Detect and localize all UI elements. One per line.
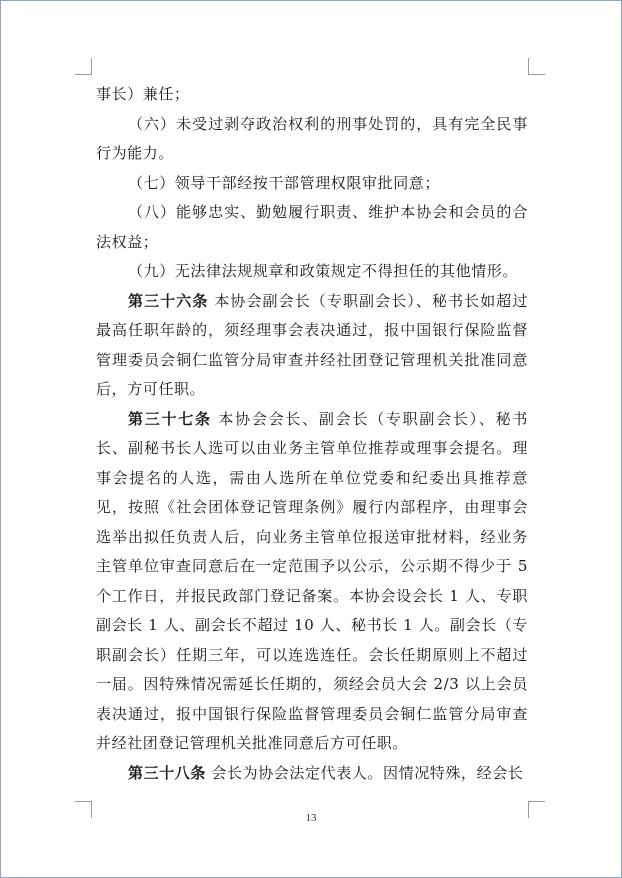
list-item-6 xyxy=(96,110,528,169)
page-number: 13 xyxy=(305,812,317,824)
paragraph-text: 事长）兼任； xyxy=(96,85,190,103)
article-text: 本协会副会长（专职副会长）、秘书长如超过最高任职年龄的，须经理事会表决通过，报中国银行保险监督管理委员会铜仁监管分局审查并经社团登记管理机关批准同意后，方可任职。 xyxy=(96,291,528,398)
paragraph-text: （六）未受过剥夺政治权利的刑事处罚的，具有完全民事行为能力。 xyxy=(96,114,528,162)
list-item-7 xyxy=(96,169,528,199)
article-number: 第三十七条 xyxy=(128,409,212,428)
list-item-9 xyxy=(96,257,528,287)
paragraph-text: （九）无法律法规规章和政策规定不得担任的其他情形。 xyxy=(128,262,519,280)
article-37 xyxy=(96,405,528,759)
article-number: 第三十六条 xyxy=(128,291,209,310)
article-number: 第三十八条 xyxy=(128,763,207,782)
article-text: 本协会会长、副会长（专职副会长）、秘书长、副秘书长人选可以由业务主管单位推荐或理事会提名。理事会提名的人选，需由人选所在单位党委和纪委出具推荐意见，按照《社会团体登记管理条例》履行内部程序，由理事会选举出拟任负责人后，向业务主管单位报送审批材料，经业务主管单位审查同意后在一定范围予以公示，公示期不得少于 5 个工作日，并报民政部门登记备案。本协会设会长 1 人、专职副会长 1 人、副会长不超过 10 人、秘书长 1 人。副会长（专职副会长）任期三年，可以连选连任。会长任期原则上不超过一届。因特殊情况需延长任期的，须经会员大会 2/3 以上会员表决通过，报中国银行保险监督管理委员会铜仁监管分局审查并经社团登记管理机关批准同意后方可任职。 xyxy=(96,409,528,752)
article-36 xyxy=(96,287,528,405)
paragraph-text: （七）领导干部经按干部管理权限审批同意； xyxy=(128,173,441,192)
article-text: 会长为协会法定代表人。因情况特殊，经会长 xyxy=(211,763,524,782)
crop-mark-top-right xyxy=(528,58,545,75)
article-38 xyxy=(96,759,528,789)
document-body xyxy=(96,80,528,788)
paragraph-text: （八）能够忠实、勤勉履行职责、维护本协会和会员的合法权益； xyxy=(96,203,528,251)
paragraph-continuation xyxy=(96,80,528,110)
list-item-8 xyxy=(96,198,528,257)
crop-mark-top-left xyxy=(75,58,92,75)
